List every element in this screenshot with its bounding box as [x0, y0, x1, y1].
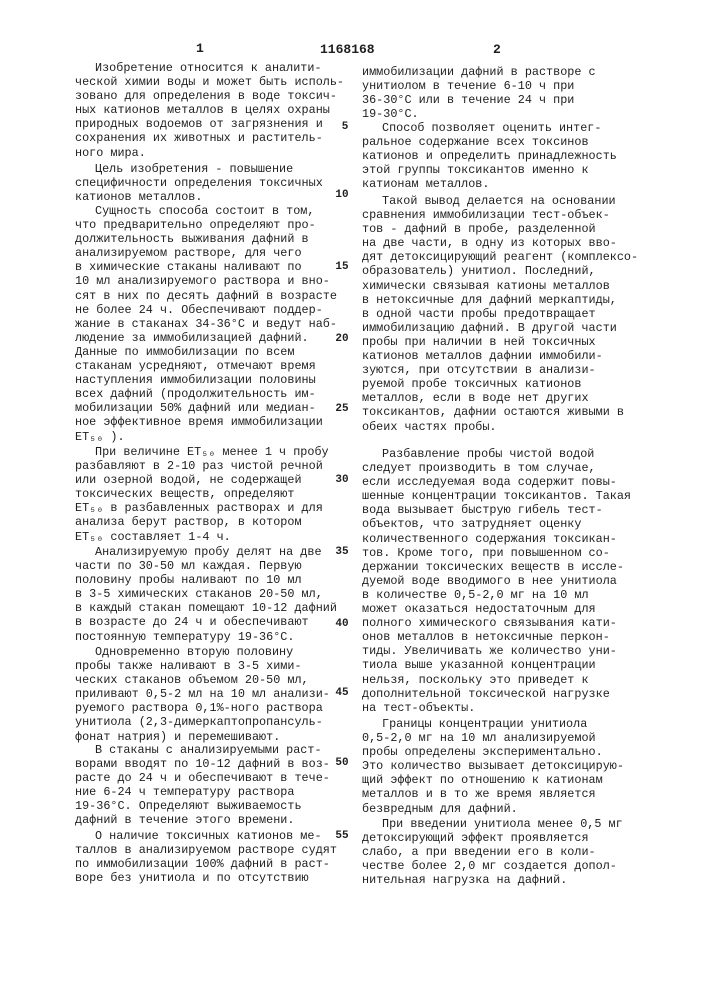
- text-line: В стаканы с анализируемыми раст-: [75, 743, 330, 757]
- text-line: Разбавление пробы чистой водой: [362, 447, 631, 461]
- text-line: образователь) унитиол. Последний,: [362, 264, 638, 278]
- text-line: на тест-объекты.: [362, 701, 631, 715]
- line-number: 55: [332, 830, 352, 842]
- text-line: металлов и в то же время является: [362, 787, 624, 801]
- text-line: Способ позволяет оценить интег-: [362, 121, 617, 135]
- text-line: Изобретение относится к аналити-: [75, 61, 344, 75]
- line-number: 10: [332, 189, 352, 201]
- text-line: всех дафний (продолжительность им-: [75, 387, 337, 401]
- text-line: обеих частях пробы.: [362, 420, 638, 434]
- text-line: шенные концентрации токсикантов. Такая: [362, 489, 631, 503]
- text-line: сят в них по десять дафний в возрасте: [75, 289, 337, 303]
- text-line: половину пробы наливают по 10 мл: [75, 573, 337, 587]
- text-line: ET₅₀ в разбавленных растворах и для: [75, 501, 329, 515]
- text-line: дят детоксицирующий реагент (комплексо-: [362, 250, 638, 264]
- text-line: расте до 24 ч и обеспечивают в тече-: [75, 771, 330, 785]
- text-line: пробы также наливают в 3-5 хими-: [75, 659, 330, 673]
- text-line: О наличие токсичных катионов ме-: [75, 829, 337, 843]
- paragraph: [362, 121, 617, 191]
- text-line: или озерной водой, не содержащей: [75, 473, 329, 487]
- text-line: пробы при наличии в ней токсичных: [362, 335, 638, 349]
- text-line: что предварительно определяют про-: [75, 218, 337, 232]
- text-line: сохранения их животных и раститель-: [75, 131, 344, 145]
- text-line: Такой вывод делается на основании: [362, 194, 638, 208]
- paragraph: [75, 545, 337, 644]
- text-line: специфичности определения токсичных: [75, 176, 323, 190]
- text-line: может оказаться недостаточным для: [362, 602, 631, 616]
- text-line: людение за иммобилизацией дафний.: [75, 331, 337, 345]
- text-line: зуются, при отсутствии в анализи-: [362, 363, 638, 377]
- text-line: в одной части пробы предотвращает: [362, 307, 638, 321]
- text-line: При величине ET₅₀ менее 1 ч пробу: [75, 445, 329, 459]
- text-line: в возрасте до 24 ч и обеспечивают: [75, 615, 337, 629]
- text-line: стаканам усредняют, отмечают время: [75, 359, 337, 373]
- line-number: 35: [332, 546, 352, 558]
- text-line: ческой химии воды и может быть исполь-: [75, 75, 344, 89]
- text-line: фонат натрия) и перемешивают.: [75, 730, 330, 744]
- text-line: не более 24 ч. Обеспечивают поддер-: [75, 303, 337, 317]
- text-line: безвредным для дафний.: [362, 802, 624, 816]
- line-number: 40: [332, 618, 352, 630]
- paragraph: [362, 717, 624, 816]
- text-line: дафний в течение этого времени.: [75, 813, 330, 827]
- text-line: в 3-5 химических стаканов 20-50 мл,: [75, 587, 337, 601]
- text-line: нительная нагрузка на дафний.: [362, 873, 623, 887]
- text-line: При введении унитиола менее 0,5 мг: [362, 817, 623, 831]
- text-line: части по 30-50 мл каждая. Первую: [75, 559, 337, 573]
- text-line: руемой пробе токсичных катионов: [362, 377, 638, 391]
- text-line: таллов в анализируемом растворе судят: [75, 843, 337, 857]
- text-line: Анализируемую пробу делят на две: [75, 545, 337, 559]
- text-line: иммобилизацию дафний. В другой части: [362, 321, 638, 335]
- text-line: в количестве 0,5-2,0 мг на 10 мл: [362, 588, 631, 602]
- text-line: анализируемом растворе, для чего: [75, 246, 337, 260]
- text-line: унитиола (2,3-димеркаптопропансуль-: [75, 715, 330, 729]
- text-line: Это количество вызывает детоксицирую-: [362, 759, 624, 773]
- text-line: воре без унитиола и по отсутствию: [75, 871, 337, 885]
- text-line: Сущность способа состоит в том,: [75, 204, 337, 218]
- text-line: ET₅₀ ).: [75, 430, 337, 444]
- text-line: ние 6-24 ч температуру раствора: [75, 785, 330, 799]
- line-number: 5: [335, 121, 355, 133]
- text-line: химически связывая катионы металлов: [362, 279, 638, 293]
- text-line: анализа берут раствор, в котором: [75, 515, 329, 529]
- paragraph: [75, 743, 330, 828]
- text-line: ных катионов металлов в целях охраны: [75, 103, 344, 117]
- text-line: зовано для определения в воде токсич-: [75, 89, 344, 103]
- text-line: онов металлов в нетоксичные перкон-: [362, 630, 631, 644]
- paragraph: [75, 445, 329, 544]
- text-line: если исследуемая вода содержит повы-: [362, 475, 631, 489]
- text-line: 19-30°С.: [362, 107, 596, 121]
- text-line: катионов металлов.: [75, 190, 323, 204]
- text-line: ческих стаканов объемом 20-50 мл,: [75, 673, 330, 687]
- text-line: разбавляют в 2-10 раз чистой речной: [75, 459, 329, 473]
- text-line: унитиолом в течение 6-10 ч при: [362, 79, 596, 93]
- text-line: катионов металлов дафнии иммобили-: [362, 349, 638, 363]
- text-line: объектов, что затрудняет оценку: [362, 517, 631, 531]
- text-line: ворами вводят по 10-12 дафний в воз-: [75, 757, 330, 771]
- line-number: 25: [332, 403, 352, 415]
- line-number: 15: [332, 261, 352, 273]
- text-line: 10 мл анализируемого раствора и вно-: [75, 274, 337, 288]
- text-line: токсикантов, дафнии остаются живыми в: [362, 405, 638, 419]
- text-line: дополнительной токсической нагрузке: [362, 687, 631, 701]
- text-line: природных водоемов от загрязнения и: [75, 117, 344, 131]
- paragraph: [362, 65, 596, 121]
- text-line: ное эффективное время иммобилизации: [75, 415, 337, 429]
- text-line: ральное содержание всех токсинов: [362, 135, 617, 149]
- text-line: слабо, а при введении его в коли-: [362, 845, 623, 859]
- text-line: должительность выживания дафний в: [75, 232, 337, 246]
- text-line: вода вызывает быструю гибель тест-: [362, 503, 631, 517]
- text-line: 0,5-2,0 мг на 10 мл анализируемой: [362, 731, 624, 745]
- text-line: мобилизации 50% дафний или медиан-: [75, 401, 337, 415]
- paragraph: [75, 829, 337, 885]
- paragraph: [362, 817, 623, 887]
- patent-number: 1168168: [320, 42, 375, 57]
- text-line: катионов и определить принадлежность: [362, 149, 617, 163]
- paragraph: [362, 447, 631, 715]
- text-line: нельзя, поскольку это приведет к: [362, 673, 631, 687]
- text-line: тов - дафний в пробе, разделенной: [362, 222, 638, 236]
- text-line: 36-30°С или в течение 24 ч при: [362, 93, 596, 107]
- text-line: иммобилизации дафний в растворе с: [362, 65, 596, 79]
- text-line: токсических веществ, определяют: [75, 487, 329, 501]
- text-line: постоянную температуру 19-36°С.: [75, 630, 337, 644]
- text-line: тиды. Увеличивать же количество уни-: [362, 644, 631, 658]
- text-line: честве более 2,0 мг создается допол-: [362, 859, 623, 873]
- text-line: ного мира.: [75, 146, 344, 160]
- left-page-number: 1: [196, 41, 204, 56]
- text-line: в химические стаканы наливают по: [75, 260, 337, 274]
- text-line: следует производить в том случае,: [362, 461, 631, 475]
- text-line: щий эффект по отношению к катионам: [362, 773, 624, 787]
- text-line: Границы концентрации унитиола: [362, 717, 624, 731]
- paragraph: [75, 204, 337, 444]
- paragraph: [75, 162, 323, 204]
- paragraph: [362, 194, 638, 434]
- text-line: ET₅₀ составляет 1-4 ч.: [75, 530, 329, 544]
- line-number: 50: [332, 757, 352, 769]
- line-number: 45: [332, 687, 352, 699]
- text-line: Данные по иммобилизации по всем: [75, 345, 337, 359]
- text-line: жание в стаканах 34-36°С и ведут наб-: [75, 317, 337, 331]
- paragraph: [75, 645, 330, 744]
- text-line: наступления иммобилизации половины: [75, 373, 337, 387]
- text-line: пробы определены экспериментально.: [362, 745, 624, 759]
- text-line: по иммобилизации 100% дафний в раст-: [75, 857, 337, 871]
- text-line: катионам металлов.: [362, 177, 617, 191]
- text-line: количественного содержания токсикан-: [362, 532, 631, 546]
- text-line: в каждый стакан помещают 10-12 дафний: [75, 601, 337, 615]
- text-line: в нетоксичные для дафний меркаптиды,: [362, 293, 638, 307]
- text-line: приливают 0,5-2 мл на 10 мл анализи-: [75, 687, 330, 701]
- text-line: Одновременно вторую половину: [75, 645, 330, 659]
- text-line: сравнения иммобилизации тест-объек-: [362, 208, 638, 222]
- text-line: дуемой воде вводимого в нее унитиола: [362, 574, 631, 588]
- text-line: тиола выше указанной концентрации: [362, 658, 631, 672]
- text-line: руемого раствора 0,1%-ного раствора: [75, 701, 330, 715]
- paragraph: [75, 61, 344, 160]
- text-line: тов. Кроме того, при повышенном со-: [362, 546, 631, 560]
- text-line: на две части, в одну из которых вво-: [362, 236, 638, 250]
- line-number: 30: [332, 474, 352, 486]
- text-line: этой группы токсикантов именно к: [362, 163, 617, 177]
- right-page-number: 2: [493, 42, 501, 57]
- text-line: полного химического связывания кати-: [362, 616, 631, 630]
- text-line: детоксирующий эффект проявляется: [362, 831, 623, 845]
- line-number: 20: [332, 333, 352, 345]
- text-line: Цель изобретения - повышение: [75, 162, 323, 176]
- text-line: держании токсических веществ в иссле-: [362, 560, 631, 574]
- text-line: 19-36°С. Определяют выживаемость: [75, 799, 330, 813]
- text-line: металлов, если в воде нет других: [362, 391, 638, 405]
